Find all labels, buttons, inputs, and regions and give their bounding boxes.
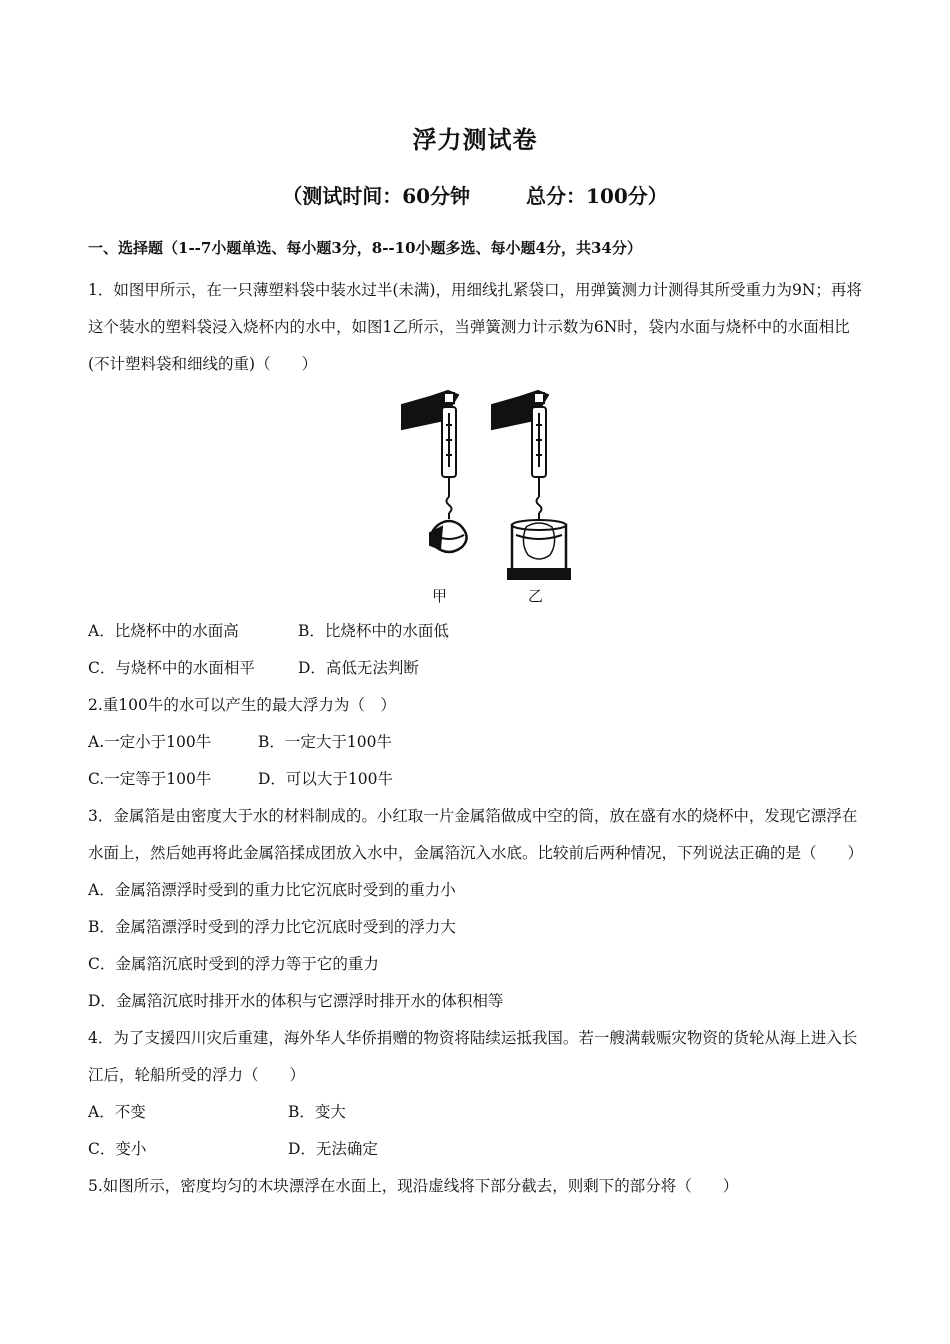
- question-1-options-row-2: [88, 650, 863, 687]
- exam-subtitle: [0, 180, 950, 209]
- exam-time: （测试时间：60分钟: [282, 184, 471, 208]
- option-a[interactable]: A．比烧杯中的水面高: [88, 622, 239, 640]
- question-5-text: 5.如图所示，密度均匀的木块漂浮在水面上，现沿虚线将下部分截去，则剩下的部分将（ ）: [88, 1177, 739, 1195]
- option-d[interactable]: D．高低无法判断: [298, 659, 419, 677]
- figure-label-jia: 甲: [432, 587, 448, 605]
- exam-content: [88, 236, 863, 1205]
- option-d[interactable]: D．可以大于100牛: [258, 770, 394, 788]
- option-b[interactable]: B．比烧杯中的水面低: [298, 622, 449, 640]
- spring-scale-figure: [400, 385, 590, 605]
- option-d[interactable]: D．无法确定: [288, 1140, 378, 1158]
- section-heading: 一、选择题（1--7小题单选、每小题3分，8--10小题多选、每小题4分，共34分）: [88, 239, 642, 257]
- option-a[interactable]: A.一定小于100牛: [88, 733, 212, 751]
- option-c[interactable]: C．与烧杯中的水面相平: [88, 659, 255, 677]
- figure-label-yi: 乙: [528, 587, 544, 605]
- option-c[interactable]: C.一定等于100牛: [88, 770, 212, 788]
- question-3-text: 3．金属箔是由密度大于水的材料制成的。小红取一片金属箔做成中空的筒，放在盛有水的烧杯中，发现它漂浮在水面上，然后她再将此金属箔揉成团放入水中，金属箔沉入水底。比较前后两种情况，下列说法正确的是（ ）: [88, 807, 864, 862]
- option-d[interactable]: D．金属箔沉底时排开水的体积与它漂浮时排开水的体积相等: [88, 992, 504, 1010]
- question-4-options-row-2: [88, 1131, 863, 1168]
- option-b[interactable]: B．金属箔漂浮时受到的浮力比它沉底时受到的浮力大: [88, 918, 456, 936]
- question-2-options-row-2: [88, 761, 863, 798]
- question-1-options-row-1: [88, 613, 863, 650]
- option-b[interactable]: B．一定大于100牛: [258, 733, 392, 751]
- option-c[interactable]: C．变小: [88, 1140, 147, 1158]
- question-4-options-row-1: [88, 1094, 863, 1131]
- exam-total-score: 总分：100分）: [526, 184, 668, 208]
- option-a[interactable]: A．不变: [88, 1103, 146, 1121]
- exam-title: 浮力测试卷: [412, 125, 538, 154]
- option-a[interactable]: A．金属箔漂浮时受到的重力比它沉底时受到的重力小: [88, 881, 456, 899]
- option-c[interactable]: C．金属箔沉底时受到的浮力等于它的重力: [88, 955, 379, 973]
- question-2-options-row-1: [88, 724, 863, 761]
- question-4-text: 4．为了支援四川灾后重建，海外华人华侨捐赠的物资将陆续运抵我国。若一艘满载赈灾物资的货轮从海上进入长江后，轮船所受的浮力（ ）: [88, 1029, 858, 1084]
- question-1-text: 1．如图甲所示，在一只薄塑料袋中装水过半(未满)，用细线扎紧袋口，用弹簧测力计测得其所受重力为9N；再将这个装水的塑料袋浸入烧杯内的水中，如图1乙所示，当弹簧测力计示数为6N时，袋内水面与烧杯中的水面相比(不计塑料袋和细线的重)（ ）: [88, 281, 862, 373]
- option-b[interactable]: B．变大: [288, 1103, 346, 1121]
- question-1-figure: [88, 385, 863, 613]
- question-2-text: 2.重100牛的水可以产生的最大浮力为（ ）: [88, 696, 396, 714]
